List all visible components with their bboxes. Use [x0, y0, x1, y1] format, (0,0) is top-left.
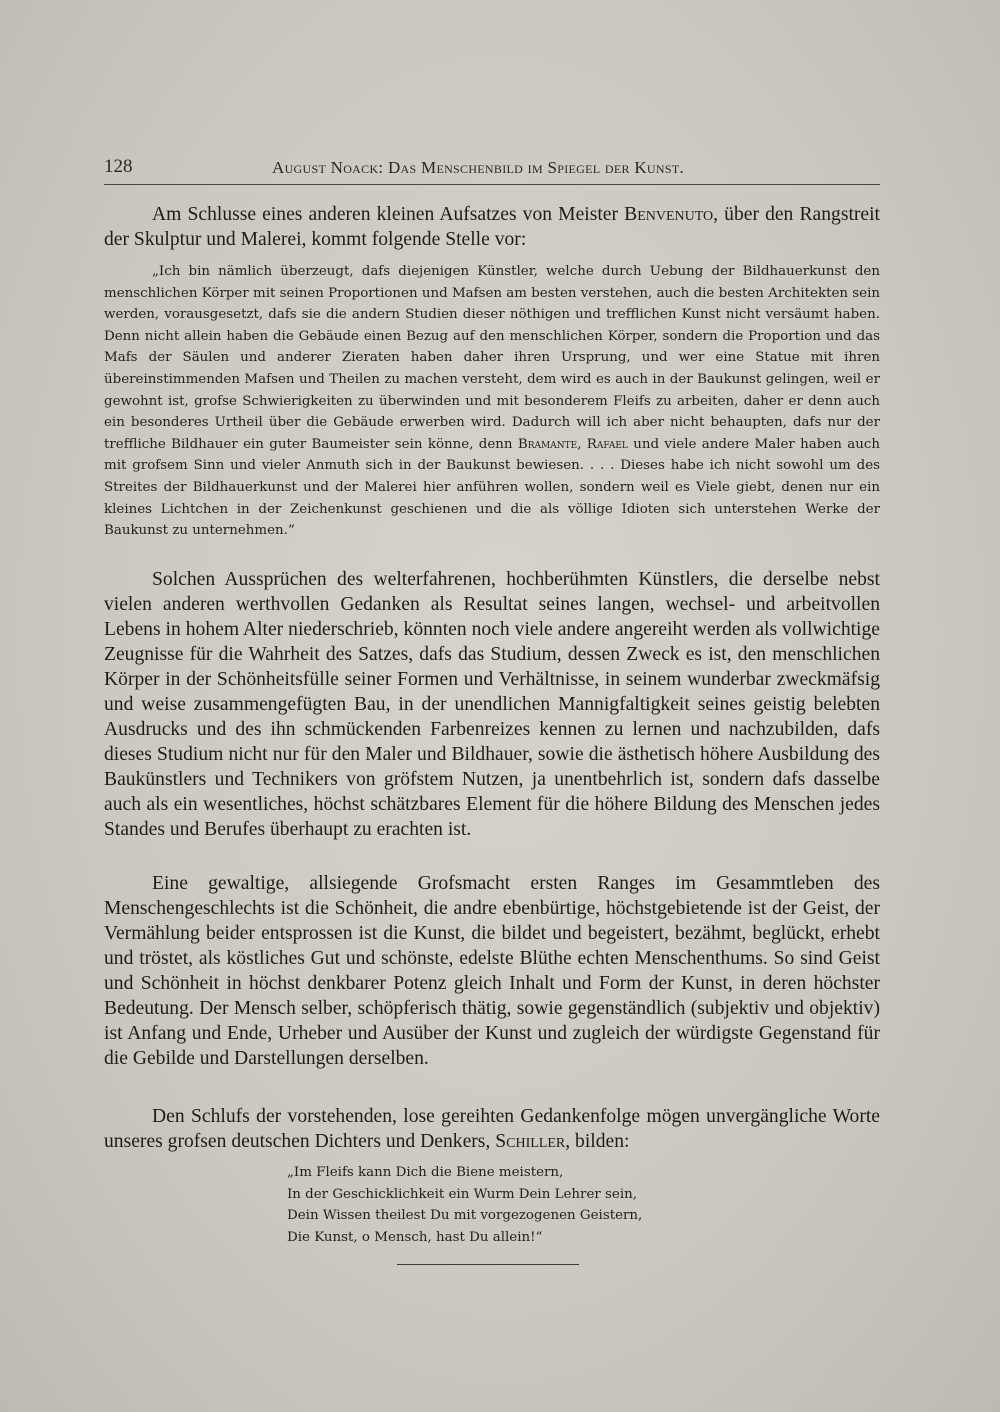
- paragraph-statements: Solchen Aussprüchen des welterfahrenen, hochberühmten Künstlers, die derselbe nebst vielen anderen werthvollen Gedanken als Resultat seines langen, wechsel- und arbeitvollen Lebens in hohem Alter niederschrieb, könnten noch viele andere angereiht werden als vollwichtige Zeugnisse für die Wahrheit des Satzes, dafs das Studium, dessen Zweck es ist, den menschlichen Körper in der Schönheitsfülle seiner Formen und Verhältnisse, in seinem wunderbar zweckmäfsig und weise zusammengefügten Bau, in der unendlichen Mannigfaltigkeit seines geistig belebten Ausdrucks und des ihn schmückenden Farbenreizes kennen zu lernen und nachzubilden, dafs dieses Studium nicht nur für den Maler und Bildhauer, sowie die ästhetisch höhere Ausbildung des Baukünstlers und Technikers von gröfstem Nutzen, ja unentbehrlich ist, sondern dafs dasselbe auch als ein wesentliches, höchst schätzbares Element für die höhere Bildung des Menschen jedes Standes und Berufes überhaupt zu erachten ist.: [104, 569, 880, 840]
- poem-line: In der Geschicklichkeit ein Wurm Dein Lehrer sein,: [287, 1186, 637, 1202]
- running-head: August Noack: Das Menschenbild im Spiegel der Kunst.: [272, 158, 685, 177]
- quote-text: [104, 261, 880, 542]
- text-run: , über den Rangstreit der Skulptur und Malerei, kommt folgende Stelle vor:: [104, 204, 880, 250]
- poem-line: Die Kunst, o Mensch, hast Du allein!“: [287, 1229, 543, 1245]
- paragraph-beauty: Eine gewaltige, allsiegende Grofsmacht ersten Ranges im Gesammtleben des Menschengeschlechts ist die Schönheit, die andre ebenbürtige, höchstgebietende ist der Geist, der Vermählung beider entsprossen ist die Kunst, die bildet und begeistert, bezähmt, beglückt, erhebt und tröstet, als köstliches Gut und schönste, edelste Blüthe echten Menschenthums. So sind Geist und Schönheit in höchst denkbarer Potenz gleich Inhalt und Form der Kunst, in deren höchster Bedeutung. Der Mensch selber, schöpferisch thätig, sowie gegenständlich (subjektiv und objektiv) ist Anfang und Ende, Urheber und Ausüber der Kunst und zugleich der würdigste Gegenstand für die Gebilde und Darstellungen derselben.: [104, 873, 880, 1069]
- paragraph-conclusion: [104, 1104, 880, 1154]
- text-run: , bilden:: [565, 1131, 630, 1152]
- poem-line: Dein Wissen theilest Du mit vorgezogenen Geistern,: [287, 1208, 643, 1223]
- name-benvenuto: Benvenuto: [624, 204, 714, 225]
- page-header: [104, 152, 880, 180]
- text-run: und viele andere Maler haben auch mit grofsem Sinn und vieler Anmuth sich in der Baukunst bewiesen. . . . Dieses habe ich nicht sowohl um des Streites der Bildhauerkunst und der Malerei hier anführen wollen, sondern weil es Viele giebt, denen nur ein kleines Lichtchen in der Zeichenkunst geschienen und die als völlige Idioten sich unterstehen Werke der Baukunst zu unternehmen.“: [104, 436, 880, 539]
- text-run: Am Schlusse eines anderen kleinen Aufsatzes von Meister: [152, 204, 625, 225]
- poem-quote: [287, 1162, 642, 1248]
- text-run: „Ich bin nämlich überzeugt, dafs diejenigen Künstler, welche durch Uebung der Bildhauerkunst den menschlichen Körper mit seinen Proportionen und Mafsen am besten verstehen, auch die besten Architekten sein werden, vorausgesetzt, dafs sie die andern Studien dieser nöthigen und trefflichen Kunst nicht versäumt haben. Denn nicht allein haben die Gebäude einen Bezug auf den menschlichen Körper, sondern die Proportion und das Mafs der Säulen und anderer Zieraten haben daher ihren Ursprung, und wer eine Statue mit ihren übereinstimmenden Mafsen und Theilen zu machen versteht, dem wird es auch in der Baukunst gelingen, weil er gewohnt ist, grofse Schwierigkeiten zu überwinden und mit besonderem Fleifs zu arbeiten, daher er denn auch ein besonderes Urtheil über die Gebäude erwerben wird. Dadurch will ich aber nicht behaupten, dafs nur der treffliche Bildhauer ein guter Baumeister sein könne, denn: [104, 264, 880, 452]
- name-bramante: Bramante: [517, 436, 578, 452]
- text-run: Den Schlufs der vorstehenden, lose gereihten Gedankenfolge mögen unvergängliche Worte unseres grofsen deutschen Dichters und Denkers,: [104, 1106, 880, 1152]
- paragraph-intro: [104, 202, 880, 252]
- poem-line: „Im Fleifs kann Dich die Biene meistern,: [287, 1165, 564, 1180]
- name-schiller: Schiller: [495, 1131, 566, 1152]
- text-run: ,: [577, 436, 587, 452]
- header-rule: [104, 184, 880, 185]
- end-rule: [397, 1264, 579, 1265]
- page-number: 128: [104, 156, 133, 177]
- name-rafael: Rafael: [586, 436, 628, 452]
- block-quote-cellini: [104, 261, 880, 542]
